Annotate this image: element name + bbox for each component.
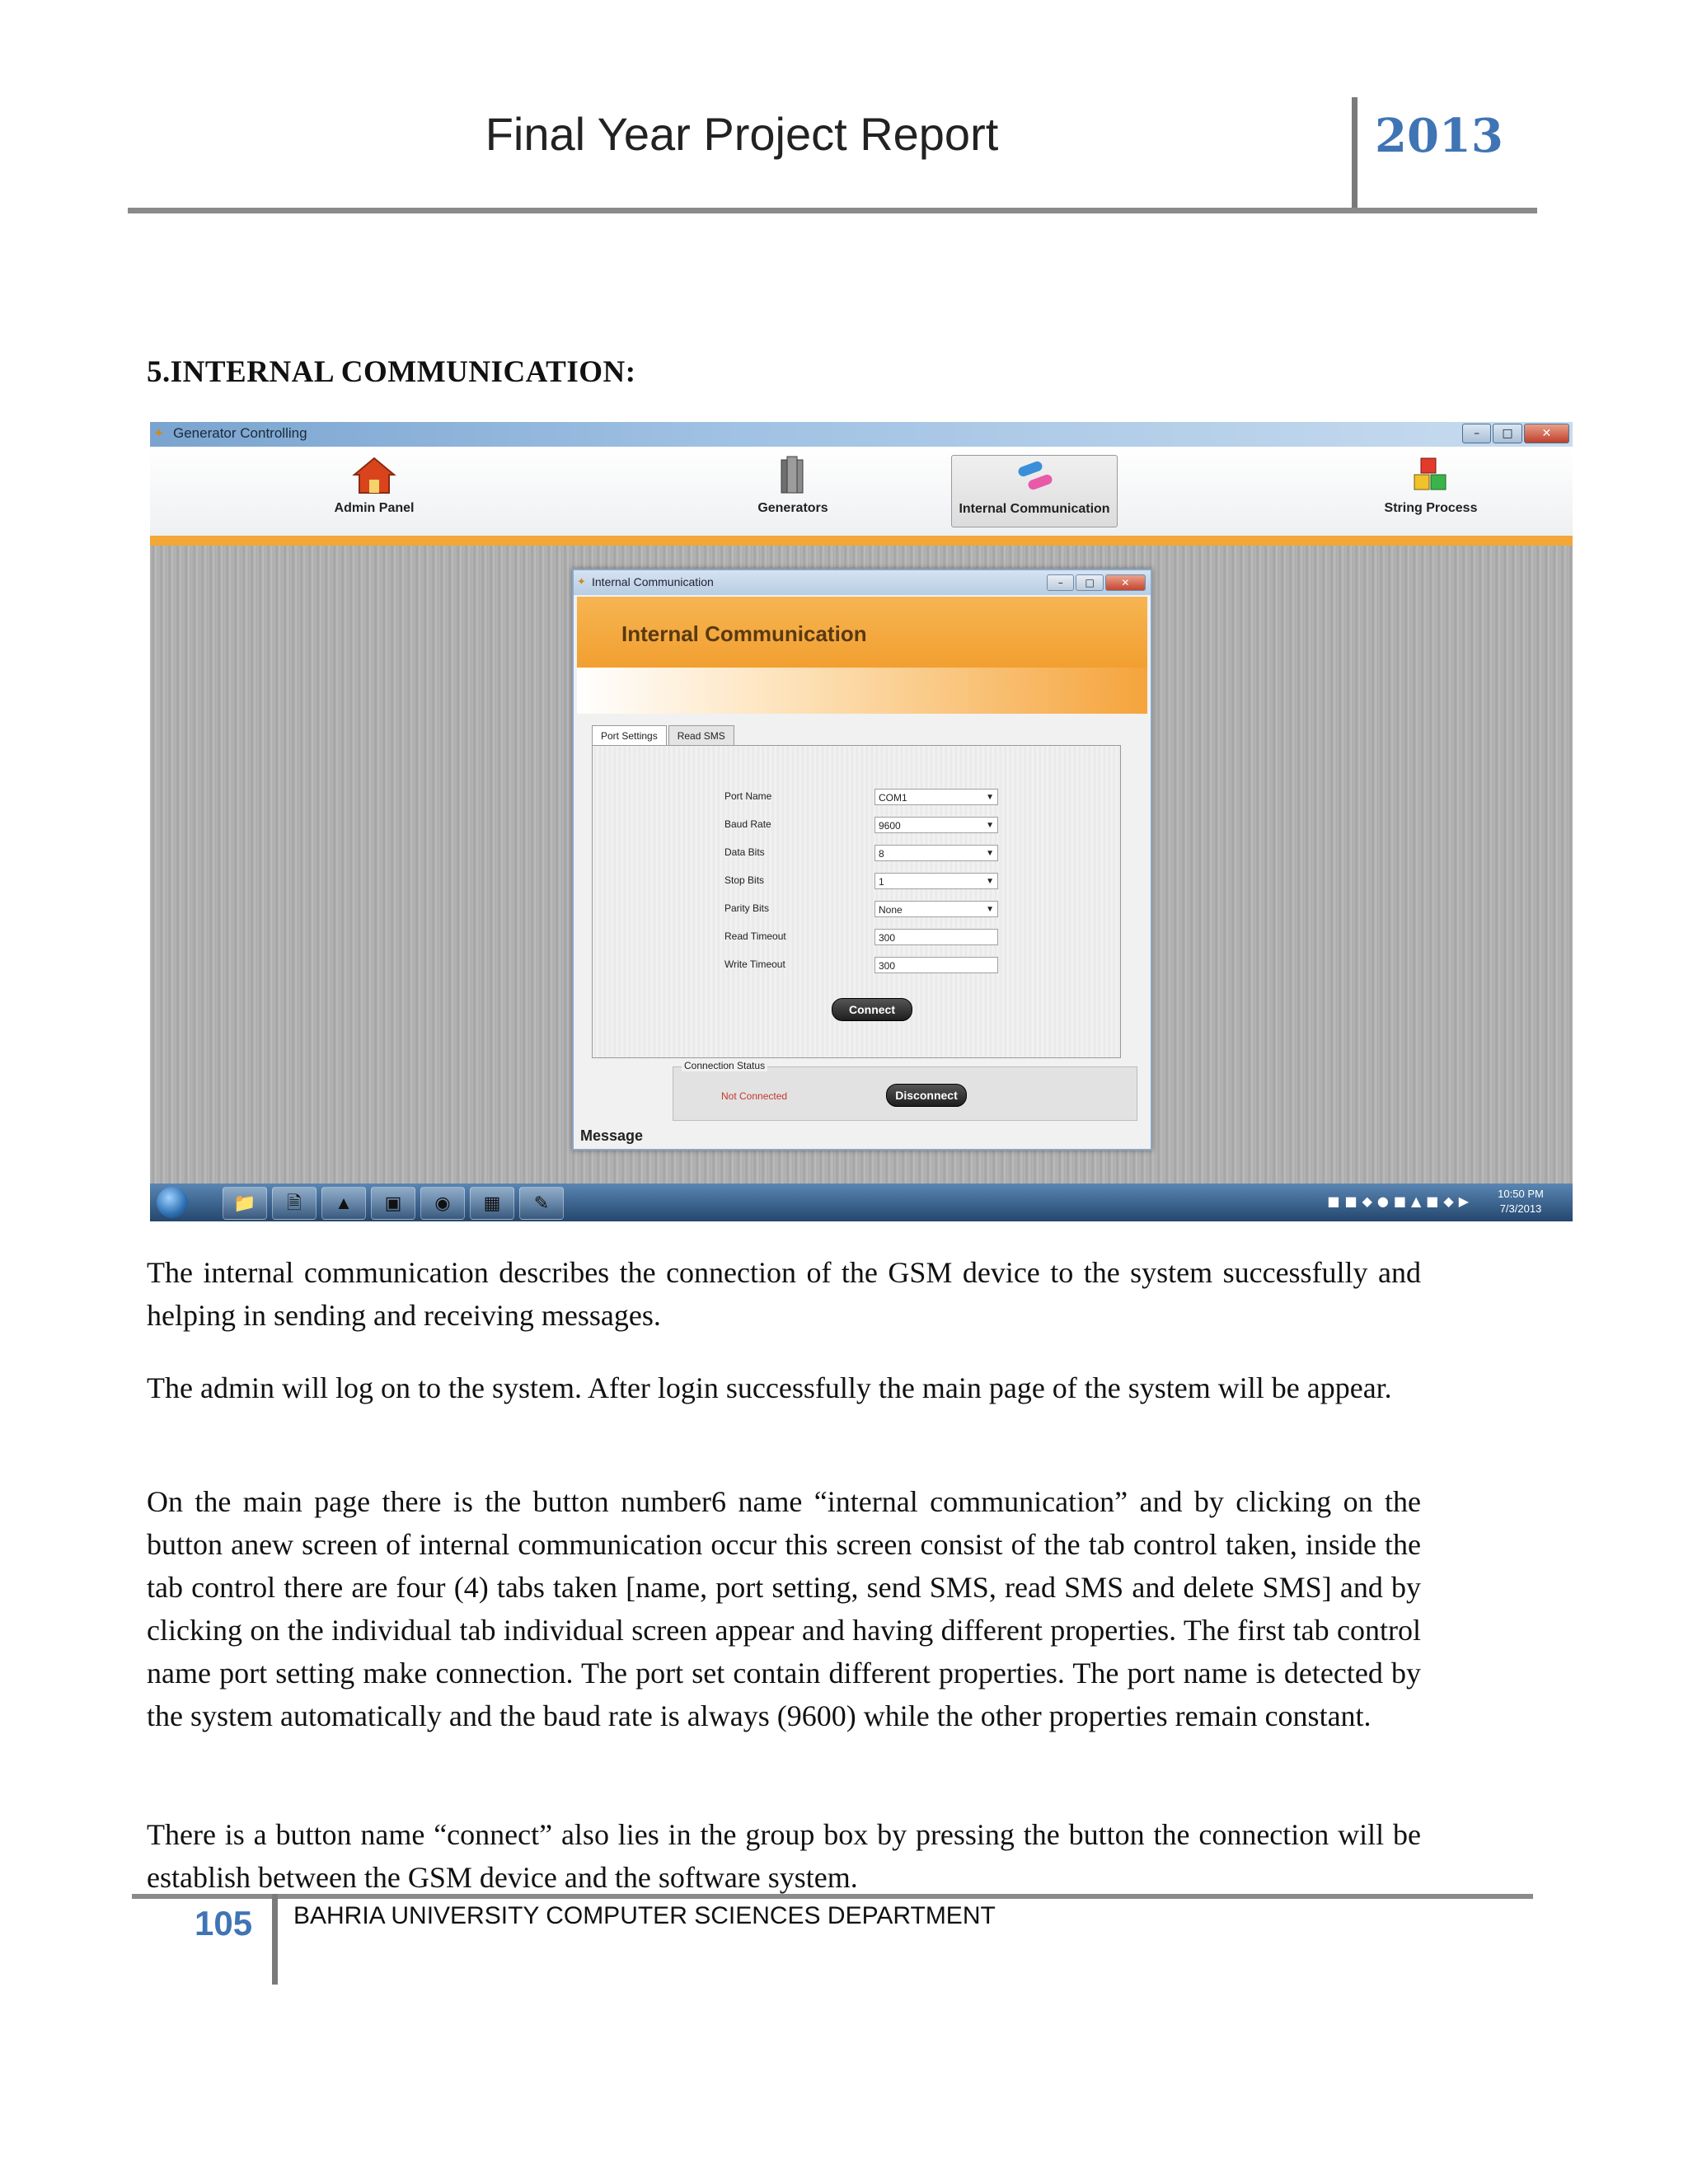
port-name-select[interactable]: COM1 ▼ — [874, 789, 998, 805]
nav-label: Internal Communication — [959, 502, 1110, 516]
field-label: Read Timeout — [724, 930, 786, 942]
dialog-banner — [577, 597, 1147, 668]
folder-icon[interactable]: 📁 — [223, 1187, 267, 1220]
port-settings-panel — [592, 745, 1121, 1058]
house-icon — [349, 455, 399, 496]
paragraph-1: The internal communication describes the connection of the GSM device to the system successfully and helping in sending and receiving messages. — [147, 1256, 1421, 1332]
pills-icon — [1010, 456, 1059, 497]
field-label: Stop Bits — [724, 874, 765, 886]
message-label: Message — [580, 1127, 644, 1144]
app-window-controls — [1462, 424, 1569, 443]
field-label: Write Timeout — [724, 958, 785, 970]
app-title: Generator Controlling — [173, 425, 307, 441]
connection-status-group — [673, 1060, 1137, 1121]
app-logo-icon: ✦ — [153, 427, 165, 441]
media-icon[interactable]: ▣ — [371, 1187, 415, 1220]
footer-rule — [132, 1894, 1533, 1899]
connect-button[interactable]: Connect — [832, 998, 912, 1021]
pdf-icon[interactable]: ▲ — [321, 1187, 366, 1220]
footer-divider — [272, 1894, 278, 1985]
nav-admin-panel[interactable] — [292, 455, 457, 526]
chevron-down-icon: ▼ — [986, 905, 994, 914]
tab-strip — [592, 725, 736, 747]
baud-rate-select[interactable]: 9600 ▼ — [874, 817, 998, 833]
paint-icon[interactable]: ✎ — [519, 1187, 564, 1220]
banner-gradient — [577, 668, 1147, 714]
system-tray-icons[interactable]: ■■◆●■▲■◆▶ — [1327, 1193, 1474, 1209]
status-legend: Connection Status — [682, 1060, 767, 1071]
field-write-timeout — [724, 957, 1021, 975]
nav-internal-communication[interactable] — [951, 455, 1118, 527]
clock-time: 10:50 PM — [1498, 1188, 1544, 1200]
paragraph-3: On the main page there is the button number6 name “internal communication” and by clicking on the button anew screen of internal communication occur this screen consist of the tab control taken, inside the tab control there are four (4) tabs taken [name, port setting, send SMS, read SMS and delete SMS] and by clicking on the individual tab individual screen appear and having different properties. The first tab control name port setting make connection. The port set contain different properties. The port name is detected by the system automatically and the baud rate is always (9600) while the other properties remain constant. — [147, 1485, 1421, 1732]
header-rule — [128, 208, 1537, 213]
chevron-down-icon: ▼ — [986, 821, 994, 830]
page-number: 105 — [195, 1904, 253, 1943]
dialog-title: Internal Communication — [592, 575, 714, 588]
office-icon[interactable]: ▦ — [470, 1187, 514, 1220]
disconnect-button[interactable]: Disconnect — [886, 1084, 967, 1107]
minimize-icon[interactable]: – — [1462, 424, 1491, 443]
data-bits-select[interactable]: 8 ▼ — [874, 845, 998, 861]
nav-string-process[interactable] — [1348, 455, 1513, 526]
server-icon — [768, 455, 818, 496]
footer-department: BAHRIA UNIVERSITY COMPUTER SCIENCES DEPARTMENT — [293, 1902, 996, 1929]
chrome-icon[interactable]: ◉ — [420, 1187, 465, 1220]
taskbar-clock[interactable] — [1492, 1187, 1550, 1216]
maximize-icon[interactable]: □ — [1493, 424, 1522, 443]
dialog-window-controls — [1047, 574, 1146, 591]
chevron-down-icon: ▼ — [986, 793, 994, 802]
parity-bits-select[interactable]: None ▼ — [874, 901, 998, 917]
field-label: Parity Bits — [724, 902, 770, 914]
field-label: Port Name — [724, 790, 772, 802]
clock-date: 7/3/2013 — [1499, 1202, 1542, 1215]
nav-label: Admin Panel — [334, 501, 415, 515]
minimize-icon[interactable]: – — [1047, 574, 1074, 591]
close-icon[interactable]: ✕ — [1105, 574, 1146, 591]
field-read-timeout — [724, 929, 1021, 947]
status-badge: Not Connected — [721, 1090, 788, 1102]
chevron-down-icon: ▼ — [986, 877, 994, 886]
field-label: Baud Rate — [724, 818, 771, 830]
banner-title: Internal Communication — [621, 621, 867, 646]
section-title: 5.INTERNAL COMMUNICATION: — [147, 355, 636, 389]
field-stop-bits — [724, 873, 1021, 891]
maximize-icon[interactable]: □ — [1076, 574, 1103, 591]
internal-communication-window — [572, 569, 1152, 1151]
field-data-bits — [724, 845, 1021, 863]
nav-generators[interactable] — [710, 455, 875, 526]
read-timeout-input[interactable]: 300 — [874, 929, 998, 945]
field-label: Data Bits — [724, 846, 765, 858]
paragraph-4: There is a button name “connect” also lies in the group box by pressing the button the connection will be establish between the GSM device and the software system. — [147, 1818, 1421, 1894]
nav-label: String Process — [1384, 501, 1478, 515]
chevron-down-icon: ▼ — [986, 849, 994, 858]
tab-port-settings[interactable]: Port Settings — [592, 725, 667, 748]
field-baud-rate — [724, 817, 1021, 835]
main-nav — [150, 447, 1573, 546]
report-title: Final Year Project Report — [485, 108, 999, 160]
dialog-titlebar — [574, 570, 1151, 595]
app-titlebar — [150, 422, 1573, 447]
field-parity-bits — [724, 901, 1021, 919]
header-divider — [1352, 97, 1357, 213]
stop-bits-select[interactable]: 1 ▼ — [874, 873, 998, 889]
field-port-name — [724, 789, 1021, 807]
close-icon[interactable]: ✕ — [1524, 424, 1569, 443]
report-year: 2013 — [1375, 109, 1503, 163]
taskbar — [150, 1183, 1573, 1221]
document-icon[interactable]: 🗎 — [272, 1187, 316, 1220]
tab-read-sms[interactable]: Read SMS — [668, 725, 734, 746]
write-timeout-input[interactable]: 300 — [874, 957, 998, 973]
nav-label: Generators — [757, 501, 828, 515]
cubes-icon — [1406, 455, 1456, 496]
start-button[interactable] — [157, 1187, 188, 1218]
paragraph-2: The admin will log on to the system. After login successfully the main page of the system will be appear. — [147, 1371, 1392, 1404]
dialog-logo-icon: ✦ — [577, 575, 586, 588]
app-screenshot — [150, 422, 1573, 1221]
